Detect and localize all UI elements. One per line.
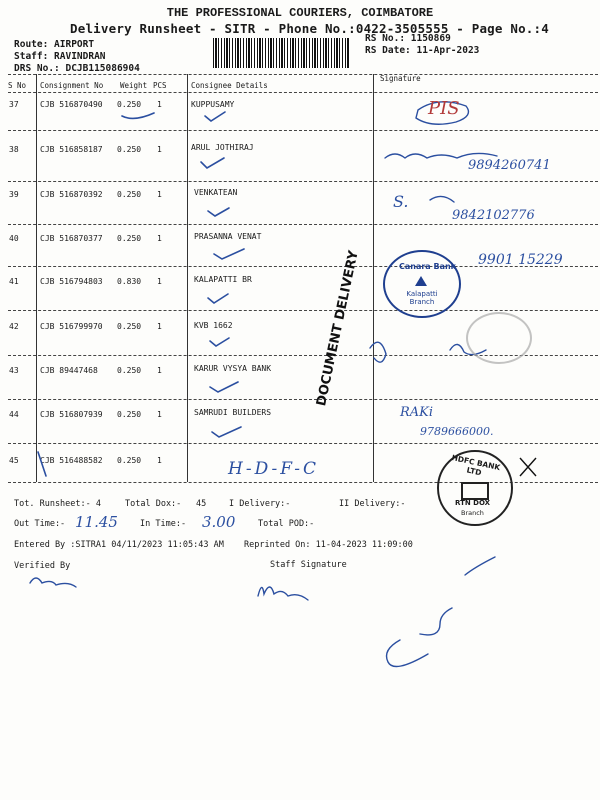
col-header-consignee: Consignee Details: [191, 81, 268, 90]
row-sno: 40: [9, 234, 19, 243]
tick-mark: [212, 427, 241, 437]
handwritten-name: RAKi: [400, 405, 434, 420]
hdfc-bank-stamp: [437, 450, 513, 526]
row-consignee: SAMRUDI BUILDERS: [194, 408, 272, 417]
col-header-pcs: PCS: [153, 81, 167, 90]
row-consignment: CJB 516794803: [40, 277, 103, 286]
row-weight: 0.250: [117, 100, 142, 109]
hdfc-rtn: RTN DOX: [455, 499, 491, 507]
row-consignee: VENKATEAN: [194, 188, 238, 197]
total-runsheet: Tot. Runsheet:- 4: [14, 499, 101, 509]
verified-signature-scribble: [30, 578, 76, 587]
drs-number: DRS No.: DCJB115086904: [14, 63, 140, 74]
rs-number: RS No.: 1150869: [365, 33, 451, 44]
row-weight: 0.250: [117, 234, 142, 243]
tick-mark: [210, 338, 229, 346]
signature-scribble: [370, 342, 386, 362]
row-consignment: CJB 516858187: [40, 145, 103, 154]
row-sno: 39: [9, 190, 19, 199]
row-weight: 0.250: [117, 366, 142, 375]
tick-mark: [38, 452, 46, 476]
row-consignment: CJB 516807939: [40, 410, 103, 419]
canara-logo-icon: [415, 276, 427, 286]
canara-branch: Kalapatti Branch: [406, 290, 438, 306]
handwritten-initials: PIS: [428, 98, 460, 119]
route-label: Route: AIRPORT: [14, 39, 95, 50]
handwritten-phone: 9894260741: [468, 158, 551, 173]
col-header-signature: Signature: [380, 74, 421, 83]
tick-mark: [214, 249, 244, 259]
row-consignee: ARUL JOTHIRAJ: [191, 143, 254, 152]
faded-round-stamp: [466, 312, 532, 364]
handwritten-phone: 9789666000.: [420, 425, 494, 438]
staff-signature-scribble: [420, 608, 452, 635]
canara-bank-stamp: [383, 250, 461, 318]
row-weight: 0.830: [117, 277, 142, 286]
staff-signature-scribble: [465, 557, 495, 575]
document-delivery-stamp: DOCUMENT DELIVERY: [314, 249, 362, 408]
hdfc-logo-icon: [461, 482, 489, 500]
row-weight: 0.250: [117, 145, 142, 154]
handwritten-name: S.: [393, 192, 409, 211]
row-consignment: CJB 516870392: [40, 190, 103, 199]
out-time-value: 11.45: [75, 513, 118, 531]
out-time-label: Out Time:-: [14, 519, 66, 529]
signature-scribble: [430, 196, 454, 202]
in-time-label: In Time:-: [140, 519, 187, 529]
row-consignee: KALAPATTI BR: [194, 275, 252, 284]
row-weight: 0.250: [117, 322, 142, 331]
row-weight: 0.250: [117, 190, 142, 199]
handwritten-consignee: H-D-F-C: [228, 459, 320, 479]
row-consignee: KUPPUSAMY: [191, 100, 235, 109]
row-pcs: 1: [157, 234, 162, 243]
row-pcs: 1: [157, 456, 162, 465]
row-consignment: CJB 516870490: [40, 100, 103, 109]
company-title: THE PROFESSIONAL COURIERS, COIMBATORE: [166, 6, 434, 20]
canara-bank-name: Canara Bank: [399, 262, 457, 271]
total-dox-value: 45: [196, 499, 207, 509]
staff-signature-scribble: [387, 640, 429, 667]
row-sno: 42: [9, 322, 19, 331]
row-pcs: 1: [157, 100, 162, 109]
row-sno: 41: [9, 277, 19, 286]
row-pcs: 1: [157, 145, 162, 154]
row-sno: 38: [9, 145, 19, 154]
tick-mark: [210, 382, 238, 392]
col-header-consignment: Consignment No: [40, 81, 104, 90]
row-pcs: 1: [157, 366, 162, 375]
runsheet-title: Delivery Runsheet - SITR - Phone No.:0422-3505555 - Page No.:4: [70, 21, 549, 36]
hdfc-bank-name: HDFC BANK LTD: [450, 453, 502, 478]
row-pcs: 1: [157, 277, 162, 286]
cross-mark: [520, 458, 536, 476]
handwritten-phone: 9842102776: [452, 208, 535, 223]
col-header-sno: S No: [8, 81, 27, 90]
in-time-value: 3.00: [202, 513, 236, 531]
total-dox-label: Total Dox:-: [125, 499, 182, 509]
row-consignment: CJB 89447468: [40, 366, 98, 375]
i-delivery-label: I Delivery:-: [229, 499, 291, 509]
row-pcs: 1: [157, 410, 162, 419]
row-pcs: 1: [157, 190, 162, 199]
staff-label: Staff: RAVINDRAN: [14, 51, 106, 62]
row-pcs: 1: [157, 322, 162, 331]
verified-by-label: Verified By: [14, 561, 71, 571]
entered-by: Entered By :SITRA1 04/11/2023 11:05:43 AM: [14, 540, 224, 550]
staff-signature-label: Staff Signature: [270, 560, 347, 570]
total-pod-label: Total POD:-: [258, 519, 315, 529]
ii-delivery-label: II Delivery:-: [339, 499, 406, 509]
row-consignee: PRASANNA VENAT: [194, 232, 262, 241]
tick-mark: [122, 113, 154, 118]
col-header-weight: Weight: [120, 81, 148, 90]
handwritten-phone: 9901 15229: [478, 252, 563, 268]
row-sno: 43: [9, 366, 19, 375]
reprinted-on: Reprinted On: 11-04-2023 11:09:00: [244, 540, 413, 550]
row-consignment: CJB 516799970: [40, 322, 103, 331]
staff-signature-scribble: [258, 587, 308, 600]
row-consignment: CJB 516870377: [40, 234, 103, 243]
tick-mark: [201, 158, 224, 168]
rs-date: RS Date: 11-Apr-2023: [365, 45, 480, 56]
row-sno: 37: [9, 100, 19, 109]
row-sno: 44: [9, 410, 19, 419]
row-weight: 0.250: [117, 410, 142, 419]
tick-mark: [208, 208, 229, 216]
row-consignee: KARUR VYSYA BANK: [194, 364, 272, 373]
tick-mark: [205, 112, 225, 121]
tick-mark: [208, 294, 228, 303]
row-consignment: CJB 516488582: [40, 456, 103, 465]
row-consignee: KVB 1662: [194, 321, 233, 330]
row-weight: 0.250: [117, 456, 142, 465]
row-sno: 45: [9, 456, 19, 465]
hdfc-branch: Branch: [461, 509, 484, 517]
